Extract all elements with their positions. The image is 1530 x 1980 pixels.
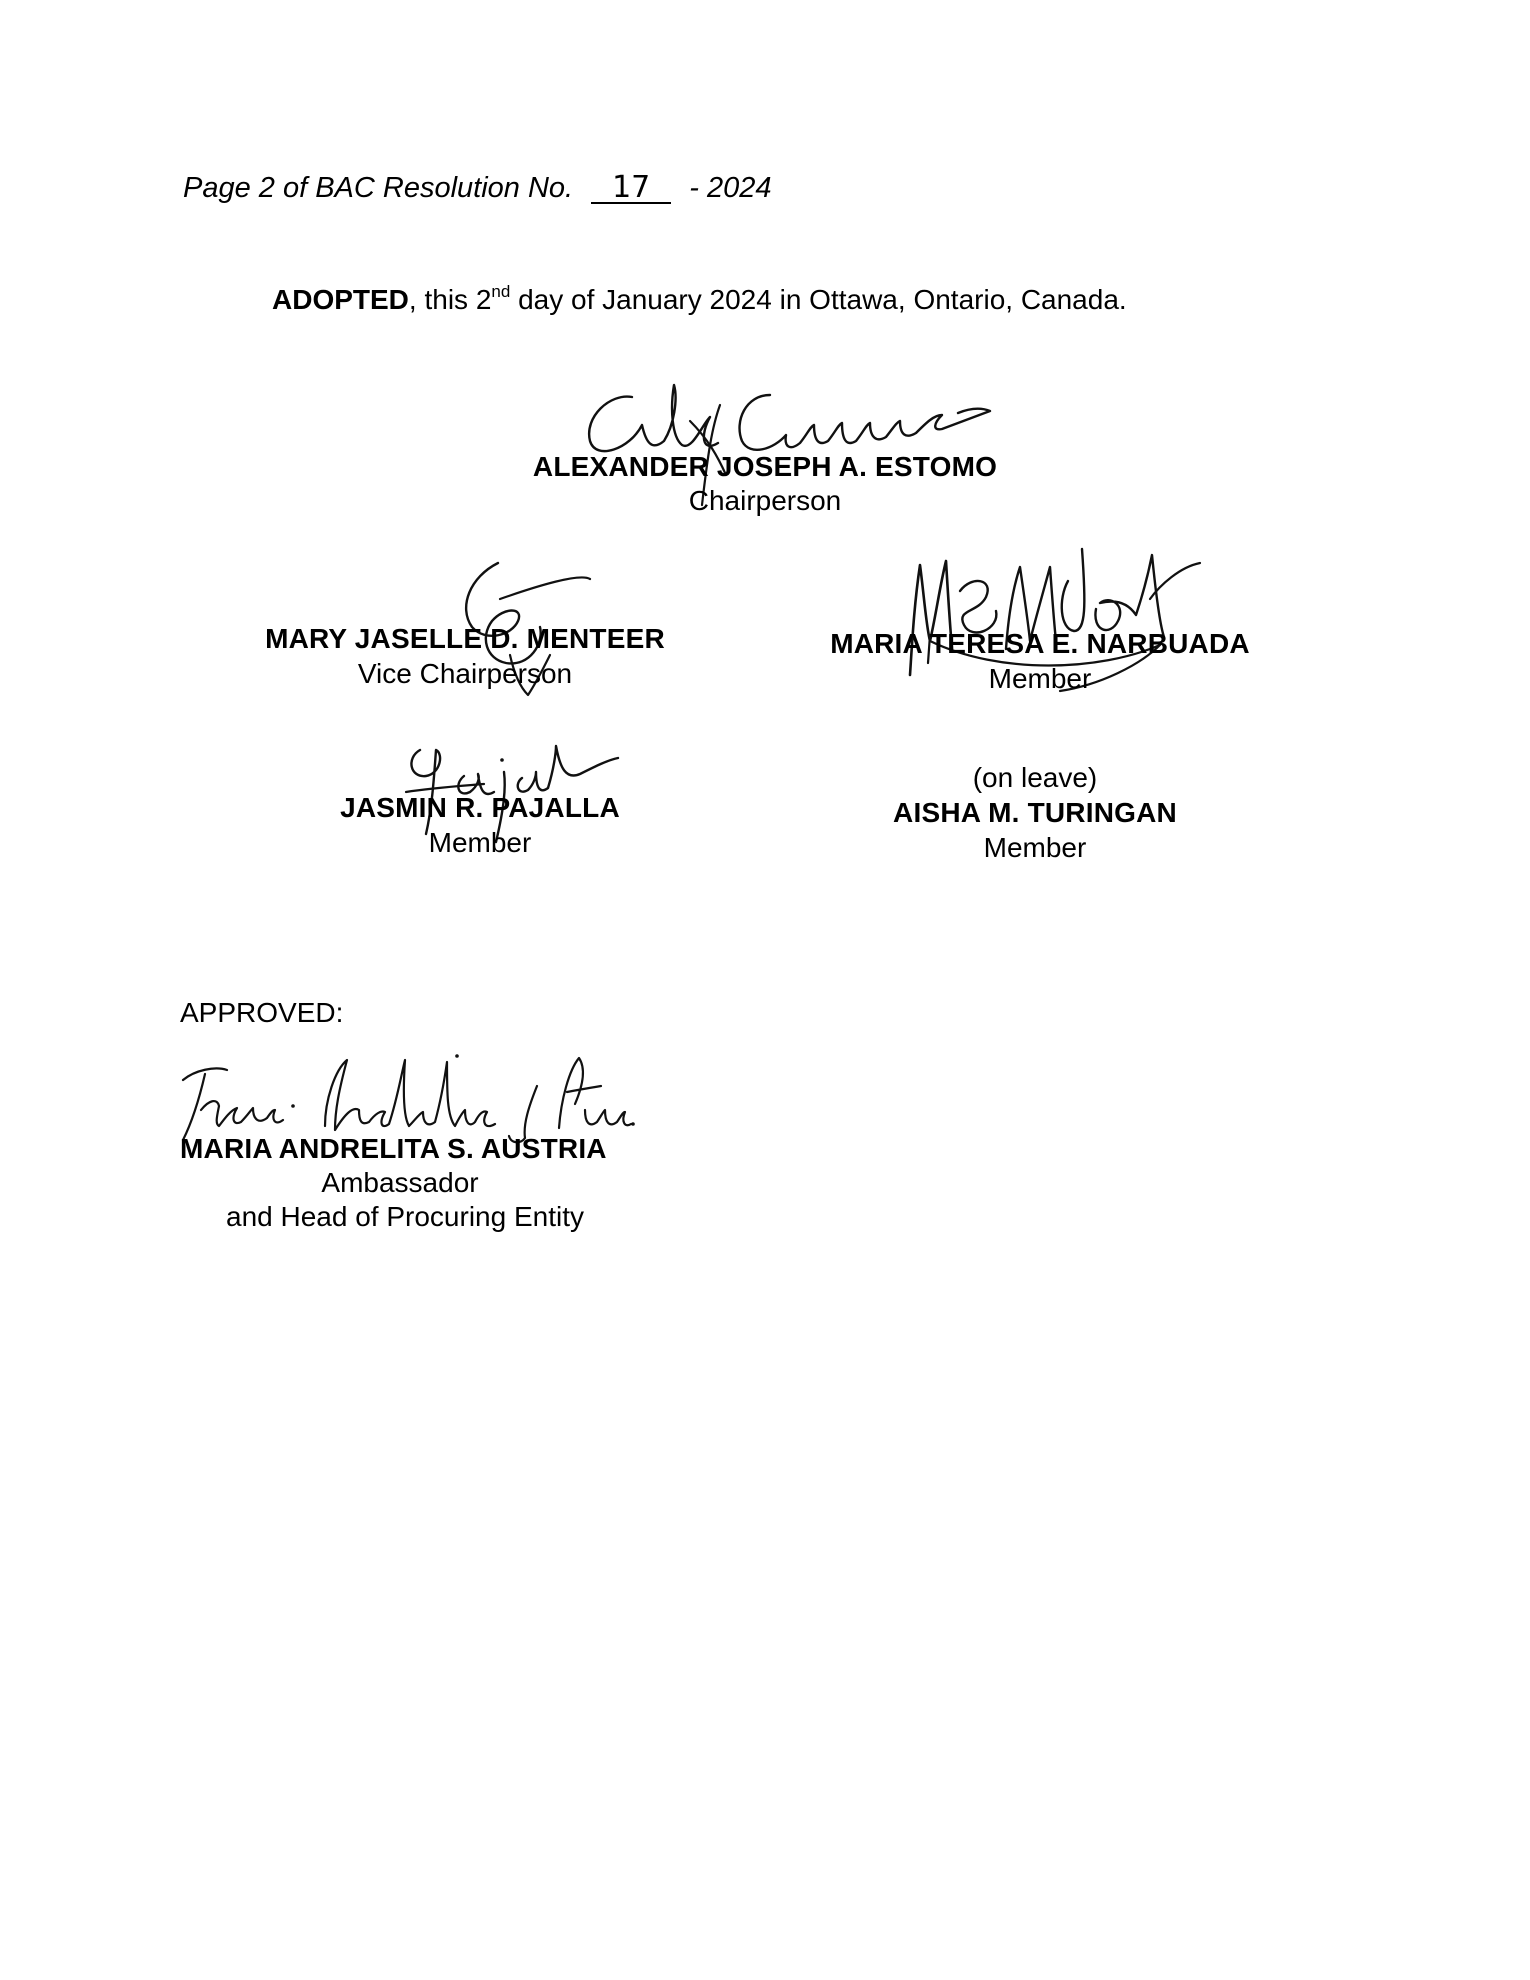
- adoption-text-2: day of January 2024 in Ottawa, Ontario, Canada.: [510, 284, 1127, 315]
- adopted-label: ADOPTED: [272, 284, 409, 315]
- adoption-statement: [272, 282, 1127, 316]
- vice-chair-role: Vice Chairperson: [357, 658, 573, 689]
- adoption-text-1: , this 2: [408, 284, 492, 315]
- resolution-number: 17: [591, 174, 671, 204]
- approver-name: MARIA ANDRELITA S. AUSTRIA: [180, 1133, 607, 1164]
- turingan-leave-note: (on leave): [972, 762, 1098, 793]
- resolution-header: [183, 172, 771, 205]
- turingan-role: Member: [983, 832, 1087, 863]
- turingan-name: AISHA M. TURINGAN: [893, 797, 1177, 828]
- adoption-ordinal: nd: [491, 282, 511, 301]
- narbuada-name: MARIA TERESA E. NARBUADA: [830, 628, 1250, 659]
- vice-chair-name: MARY JASELLE D. MENTEER: [265, 623, 665, 654]
- approver-role-line-2: and Head of Procuring Entity: [226, 1201, 584, 1232]
- header-prefix: Page 2 of BAC Resolution No.: [183, 172, 574, 204]
- header-year: - 2024: [689, 172, 772, 204]
- pajalla-name: JASMIN R. PAJALLA: [340, 792, 620, 823]
- chair-signature: [570, 365, 1010, 505]
- narbuada-role: Member: [988, 663, 1092, 694]
- approver-role-line-1: Ambassador: [321, 1167, 479, 1198]
- chair-role: Chairperson: [688, 485, 842, 516]
- pajalla-role: Member: [428, 827, 532, 858]
- chair-name: ALEXANDER JOSEPH A. ESTOMO: [532, 451, 998, 482]
- approved-label: APPROVED:: [180, 997, 344, 1028]
